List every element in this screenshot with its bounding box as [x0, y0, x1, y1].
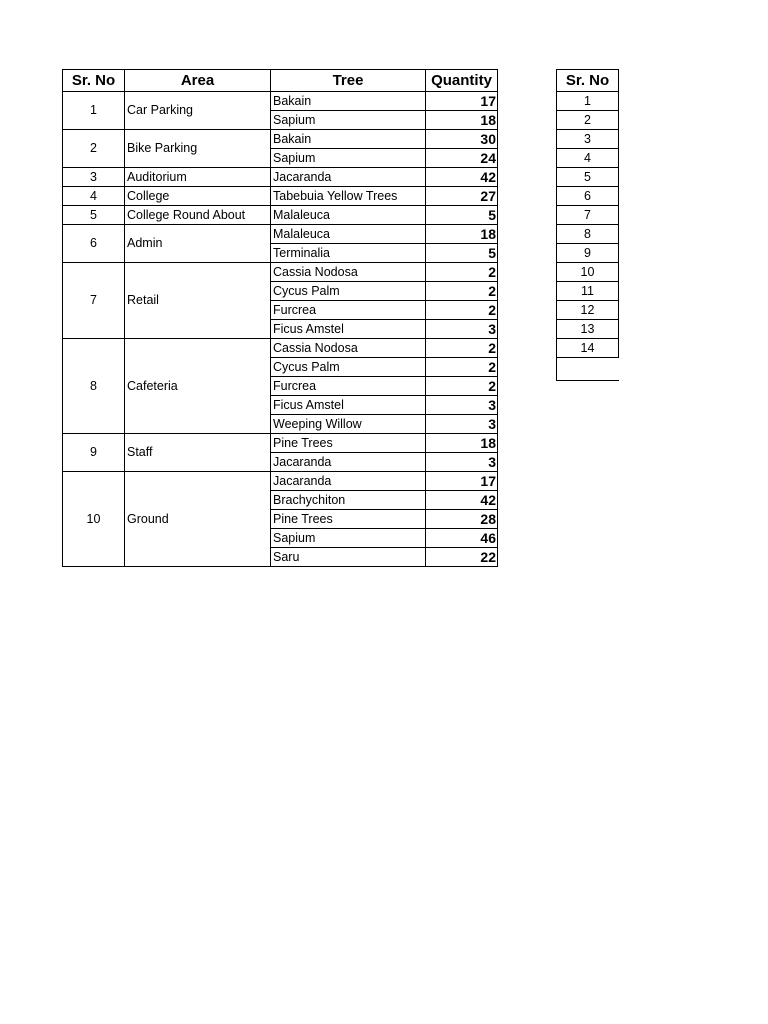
quantity-cell: 3 — [426, 453, 498, 472]
tree-cell: Pine Trees — [271, 434, 426, 453]
quantity-cell: 2 — [426, 301, 498, 320]
tree-cell: Cassia Nodosa — [271, 263, 426, 282]
side-sr-no-cell: 2 — [557, 111, 619, 130]
sr-no-cell: 6 — [63, 225, 125, 263]
side-sr-no-cell: 4 — [557, 149, 619, 168]
side-table-row — [557, 225, 619, 244]
side-table-row — [557, 244, 619, 263]
tree-cell: Furcrea — [271, 377, 426, 396]
quantity-cell: 17 — [426, 472, 498, 491]
table-row — [63, 472, 498, 491]
side-sr-no-cell — [557, 358, 619, 381]
area-cell: Staff — [125, 434, 271, 472]
tree-cell: Cycus Palm — [271, 282, 426, 301]
quantity-cell: 2 — [426, 263, 498, 282]
side-table-row — [557, 358, 619, 381]
area-cell: Car Parking — [125, 92, 271, 130]
side-table-row — [557, 187, 619, 206]
table-row — [63, 206, 498, 225]
table-row — [63, 168, 498, 187]
quantity-cell: 2 — [426, 377, 498, 396]
header-row — [63, 70, 498, 92]
quantity-cell: 5 — [426, 244, 498, 263]
side-table-row — [557, 301, 619, 320]
tree-cell: Sapium — [271, 529, 426, 548]
quantity-cell: 30 — [426, 130, 498, 149]
table-row — [63, 130, 498, 149]
sr-no-cell: 8 — [63, 339, 125, 434]
side-sr-no-cell: 12 — [557, 301, 619, 320]
sr-no-cell: 2 — [63, 130, 125, 168]
area-cell: College — [125, 187, 271, 206]
header-sr-no: Sr. No — [63, 70, 125, 92]
tree-cell: Ficus Amstel — [271, 396, 426, 415]
tree-cell: Jacaranda — [271, 472, 426, 491]
side-header-sr-no: Sr. No — [557, 70, 619, 92]
sr-no-cell: 1 — [63, 92, 125, 130]
tree-cell: Sapium — [271, 149, 426, 168]
tree-cell: Sapium — [271, 111, 426, 130]
side-table-row — [557, 320, 619, 339]
tree-cell: Malaleuca — [271, 225, 426, 244]
side-sr-no-cell: 7 — [557, 206, 619, 225]
tree-cell: Cassia Nodosa — [271, 339, 426, 358]
quantity-cell: 3 — [426, 415, 498, 434]
tree-cell: Terminalia — [271, 244, 426, 263]
side-sr-no-cell: 9 — [557, 244, 619, 263]
quantity-cell: 17 — [426, 92, 498, 111]
quantity-cell: 3 — [426, 320, 498, 339]
tree-cell: Jacaranda — [271, 168, 426, 187]
side-sr-no-cell: 11 — [557, 282, 619, 301]
table-row — [63, 434, 498, 453]
header-quantity: Quantity — [426, 70, 498, 92]
tree-cell: Jacaranda — [271, 453, 426, 472]
tree-cell: Bakain — [271, 130, 426, 149]
header-tree: Tree — [271, 70, 426, 92]
side-sr-no-cell: 14 — [557, 339, 619, 358]
tree-cell: Weeping Willow — [271, 415, 426, 434]
sr-no-cell: 4 — [63, 187, 125, 206]
table-body — [63, 92, 498, 567]
tree-cell: Tabebuia Yellow Trees — [271, 187, 426, 206]
side-sr-no-cell: 13 — [557, 320, 619, 339]
tree-cell: Cycus Palm — [271, 358, 426, 377]
quantity-cell: 3 — [426, 396, 498, 415]
quantity-cell: 27 — [426, 187, 498, 206]
sr-no-cell: 3 — [63, 168, 125, 187]
sr-no-cell: 7 — [63, 263, 125, 339]
tree-inventory-table — [62, 69, 498, 567]
quantity-cell: 18 — [426, 111, 498, 130]
side-table-row — [557, 282, 619, 301]
side-table-row — [557, 149, 619, 168]
side-sr-no-cell: 1 — [557, 92, 619, 111]
area-cell: Cafeteria — [125, 339, 271, 434]
quantity-cell: 22 — [426, 548, 498, 567]
quantity-cell: 18 — [426, 434, 498, 453]
quantity-cell: 2 — [426, 358, 498, 377]
quantity-cell: 28 — [426, 510, 498, 529]
tree-cell: Furcrea — [271, 301, 426, 320]
table-row — [63, 92, 498, 111]
side-table-row — [557, 130, 619, 149]
table-row — [63, 187, 498, 206]
quantity-cell: 5 — [426, 206, 498, 225]
tree-cell: Saru — [271, 548, 426, 567]
sr-no-cell: 10 — [63, 472, 125, 567]
quantity-cell: 46 — [426, 529, 498, 548]
area-cell: Retail — [125, 263, 271, 339]
area-cell: College Round About — [125, 206, 271, 225]
side-header-row — [557, 70, 619, 92]
area-cell: Admin — [125, 225, 271, 263]
side-sr-no-cell: 10 — [557, 263, 619, 282]
tree-cell: Ficus Amstel — [271, 320, 426, 339]
tree-cell: Bakain — [271, 92, 426, 111]
side-table-row — [557, 92, 619, 111]
sr-no-cell: 5 — [63, 206, 125, 225]
quantity-cell: 42 — [426, 168, 498, 187]
quantity-cell: 2 — [426, 339, 498, 358]
tree-cell: Brachychiton — [271, 491, 426, 510]
area-cell: Bike Parking — [125, 130, 271, 168]
side-sr-no-cell: 5 — [557, 168, 619, 187]
table-row — [63, 263, 498, 282]
tree-cell: Malaleuca — [271, 206, 426, 225]
side-table-body — [557, 92, 619, 381]
side-table-row — [557, 111, 619, 130]
area-cell: Ground — [125, 472, 271, 567]
serial-number-table — [556, 69, 619, 381]
side-sr-no-cell: 6 — [557, 187, 619, 206]
sr-no-cell: 9 — [63, 434, 125, 472]
table-row — [63, 339, 498, 358]
area-cell: Auditorium — [125, 168, 271, 187]
side-table-row — [557, 263, 619, 282]
header-area: Area — [125, 70, 271, 92]
side-table-row — [557, 168, 619, 187]
quantity-cell: 24 — [426, 149, 498, 168]
tree-cell: Pine Trees — [271, 510, 426, 529]
quantity-cell: 2 — [426, 282, 498, 301]
side-table-row — [557, 206, 619, 225]
quantity-cell: 18 — [426, 225, 498, 244]
table-row — [63, 225, 498, 244]
quantity-cell: 42 — [426, 491, 498, 510]
side-sr-no-cell: 8 — [557, 225, 619, 244]
side-sr-no-cell: 3 — [557, 130, 619, 149]
side-table-row — [557, 339, 619, 358]
